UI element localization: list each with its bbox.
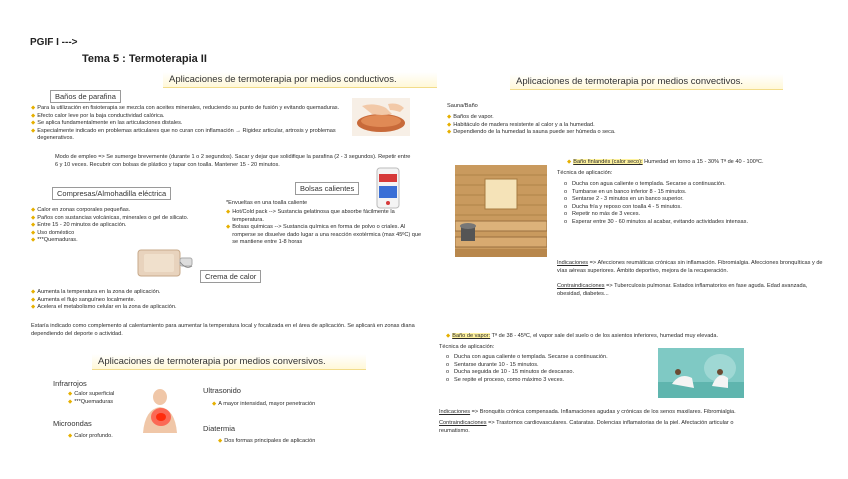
list-item: ◆ Acelera el metabolismo celular en la zona de aplicación.	[31, 304, 177, 311]
list-item: o Se repite el proceso, como máximo 3 veces.	[446, 376, 565, 383]
parafina-label: Baños de parafina	[50, 90, 121, 103]
list-item: o Tumbarse en un banco inferior 8 - 15 minutos.	[564, 188, 687, 195]
list-item: ◆ ***Quemaduras.	[31, 237, 78, 244]
diamond-bullet-icon: ◆	[31, 120, 36, 127]
finlandes-title: ◆ Baño finlandés (calor seco): Humedad en torno a 15 - 30% Tª de 40 - 100ºC.	[567, 159, 764, 165]
diamond-bullet-icon: ◆	[567, 159, 572, 165]
diamond-bullet-icon: ◆	[212, 401, 217, 407]
crema-label: Crema de calor	[200, 270, 261, 283]
list-item: ◆ Calor profundo.	[68, 433, 113, 439]
diamond-bullet-icon: ◆	[31, 105, 36, 111]
section-conductive-heading: Aplicaciones de termoterapia por medios conductivos.	[163, 72, 437, 88]
vapor-steps	[446, 354, 646, 384]
list-item: o Esperar entre 30 - 60 minutos al acabar, evitando actividades intensas.	[564, 218, 748, 225]
list-item: ◆ Bolsas químicas --> Sustancia química en forma de polvo o criales. Al romperse se disuelve dado lugar a una reacción exotérmica (max 45ºC) que se mantiene entre 1-8 horas	[226, 224, 422, 246]
diamond-bullet-icon: ◆	[31, 214, 36, 221]
list-item: ◆ Efecto calor leve por la baja conductividad calórica.	[31, 112, 165, 119]
finlandes-term: Baño finlandés (calor seco):	[573, 159, 643, 165]
vapor-term: Baño de vapor:	[452, 333, 491, 339]
diamond-bullet-icon: ◆	[68, 391, 73, 397]
infrarrojos-label: Infrarrojos	[53, 379, 87, 388]
diamond-bullet-icon: ◆	[31, 222, 36, 229]
infrared-therapy-image	[135, 387, 185, 433]
list-item: ◆ Aumenta la temperatura en la zona de aplicación.	[31, 289, 161, 295]
diamond-bullet-icon: ◆	[226, 209, 231, 215]
vapor-title: ◆ Baño de vapor: Tª de 38 - 45ºC, el vapor sale del suelo o de los asientos inferiores, humedad muy elevada.	[446, 333, 719, 339]
page-title: Tema 5 : Termoterapia II	[82, 53, 207, 65]
diamond-bullet-icon: ◆	[31, 237, 36, 244]
steam-bath-image	[658, 348, 744, 398]
ultrasonido-label: Ultrasonido	[203, 386, 241, 395]
list-item: ◆ Entre 15 - 20 minutos de aplicación.	[31, 222, 127, 229]
list-item: o Sentarse 2 - 3 minutos en un banco superior.	[564, 196, 684, 203]
diamond-bullet-icon: ◆	[68, 433, 73, 439]
list-item: ◆ Calor superficial	[68, 391, 115, 397]
finlandes-indicaciones: Indicaciones => Afecciones reumáticas crónicas sin inflamación. Fibromialgia. Afecciones bronquíticas y de vías aéreas superiores. Ámbito deportivo, mejora de la recuperación.	[557, 260, 823, 274]
diatermia-label: Diatermia	[203, 424, 236, 433]
list-item: o Ducha seguida de 10 - 15 minutos de descanso.	[446, 369, 575, 376]
list-item: o Ducha fría y reposo con toalla 4 - 5 minutos.	[564, 203, 682, 210]
list-item: ◆ ***Quemaduras	[68, 398, 114, 405]
list-item: ◆ Especialmente indicado en problemas articulares que no curan con inflamación → Rigidez articular, artrosis y problemas degenerativos.	[31, 127, 336, 142]
diamond-bullet-icon: ◆	[31, 112, 36, 119]
list-item: ◆ Habitáculo de madera resistente al calor y a la humedad.	[447, 121, 595, 128]
list-item: o Sentarse durante 10 - 15 minutos.	[446, 361, 539, 368]
compresas-label: Compresas/Almohadilla eléctrica	[52, 187, 171, 200]
sauna-label: Sauna/Baño	[447, 103, 478, 109]
diamond-bullet-icon: ◆	[447, 129, 452, 136]
list-item: ◆ Dos formas principales de aplicación	[218, 438, 316, 444]
finnish-sauna-image	[455, 165, 547, 257]
diatermia-bullets	[218, 438, 368, 446]
bolsas-intro: *Envueltas en una toalla caliente	[226, 200, 308, 206]
diamond-bullet-icon: ◆	[447, 114, 452, 120]
list-item: ◆ A mayor intensidad, mayor penetración	[212, 401, 316, 407]
vapor-contraindicaciones: Contraindicaciones => Trastornos cardiovasculares. Cataratas. Dolencias inflamatorias de la piel. Afectación articular o reumatismo.	[439, 420, 734, 434]
conductive-note: Estaría indicado como complemento al calentamiento para aumentar la temperatura local y focalizada en el área de aplicación. Se aplicará en zonas diana dependiendo del deporte o actividad.	[31, 323, 415, 337]
diamond-bullet-icon: ◆	[31, 296, 36, 303]
diamond-bullet-icon: ◆	[68, 398, 73, 405]
finlandes-tecnica-label: Técnica de aplicación:	[557, 170, 613, 176]
vapor-indicaciones: Indicaciones => Bronquitis crónica compensada. Inflamaciones agudas y crónicas de los senos maxilares. Fibromialgia.	[439, 409, 736, 415]
diamond-bullet-icon: ◆	[446, 333, 451, 339]
diamond-bullet-icon: ◆	[226, 224, 231, 231]
diamond-bullet-icon: ◆	[31, 207, 36, 213]
parafina-modo-empleo: Modo de empleo => Se sumerge brevemente (durante 1 o 2 segundos). Sacar y dejar que solidifique la parafina (2 - 3 segundos). Repetir entre 6 y 10 veces. Recubrir con bolsas de plástico y tapar con toalla. Mantener 15 - 20 minutos.	[55, 154, 411, 168]
sauna-bullets	[447, 114, 707, 137]
finlandes-steps	[564, 181, 834, 227]
bolsas-label: Bolsas calientes	[295, 182, 359, 195]
list-item: ◆ Uso doméstico	[31, 229, 75, 236]
diamond-bullet-icon: ◆	[218, 438, 223, 444]
heating-pad-image	[136, 244, 194, 278]
diamond-bullet-icon: ◆	[31, 127, 36, 134]
list-item: ◆ Hot/Cold pack --> Sustancia gelatinosa que absorbe fácilmente la temperatura.	[226, 209, 395, 223]
list-item: ◆ Dependiendo de la humedad la sauna puede ser húmeda o seca.	[447, 129, 616, 136]
finlandes-contraindicaciones: Contraindicaciones => Tuberculosis pulmonar. Estados inflamatorios en fase aguda. Edad avanzada, obesidad, diabetes...	[557, 283, 808, 297]
list-item: o Repetir no más de 3 veces.	[564, 211, 641, 218]
section-conversive-heading: Aplicaciones de termoterapia por medios conversivos.	[92, 354, 366, 370]
list-item: ◆ Se aplica fundamentalmente en las articulaciones distales.	[31, 120, 183, 127]
diamond-bullet-icon: ◆	[31, 289, 36, 295]
effects-bullets	[31, 289, 331, 312]
parafina-bullets	[31, 105, 366, 143]
list-item: o Ducha con agua caliente o templada. Secarse a continuación.	[564, 181, 726, 187]
ultrasonido-bullets	[212, 401, 362, 409]
microondas-label: Microondas	[53, 419, 92, 428]
list-item: ◆ Para la utilización en fisioterapia se mezcla con aceites minerales, reduciendo su punto de fusión y evitando quemaduras.	[31, 105, 340, 111]
compresas-bullets	[31, 207, 231, 245]
document-code: PGIF I --->	[30, 37, 78, 48]
diamond-bullet-icon: ◆	[447, 121, 452, 128]
list-item: ◆ Calor en zonas corporales pequeñas.	[31, 207, 131, 213]
bolsas-bullets	[226, 209, 426, 247]
section-convective-heading: Aplicaciones de termoterapia por medios convectivos.	[510, 74, 783, 90]
diamond-bullet-icon: ◆	[31, 229, 36, 236]
microondas-bullets	[68, 433, 148, 441]
list-item: ◆ Paños con sustancias volcánicas, minerales o gel de silicato.	[31, 214, 189, 221]
diamond-bullet-icon: ◆	[31, 304, 36, 311]
list-item: ◆ Baños de vapor.	[447, 114, 494, 120]
paraffin-bath-image	[352, 98, 410, 136]
list-item: o Ducha con agua caliente o templada. Secarse a continuación.	[446, 354, 608, 360]
list-item: ◆ Aumenta el flujo sanguíneo localmente.	[31, 296, 136, 303]
vapor-tecnica-label: Técnica de aplicación:	[439, 344, 495, 350]
